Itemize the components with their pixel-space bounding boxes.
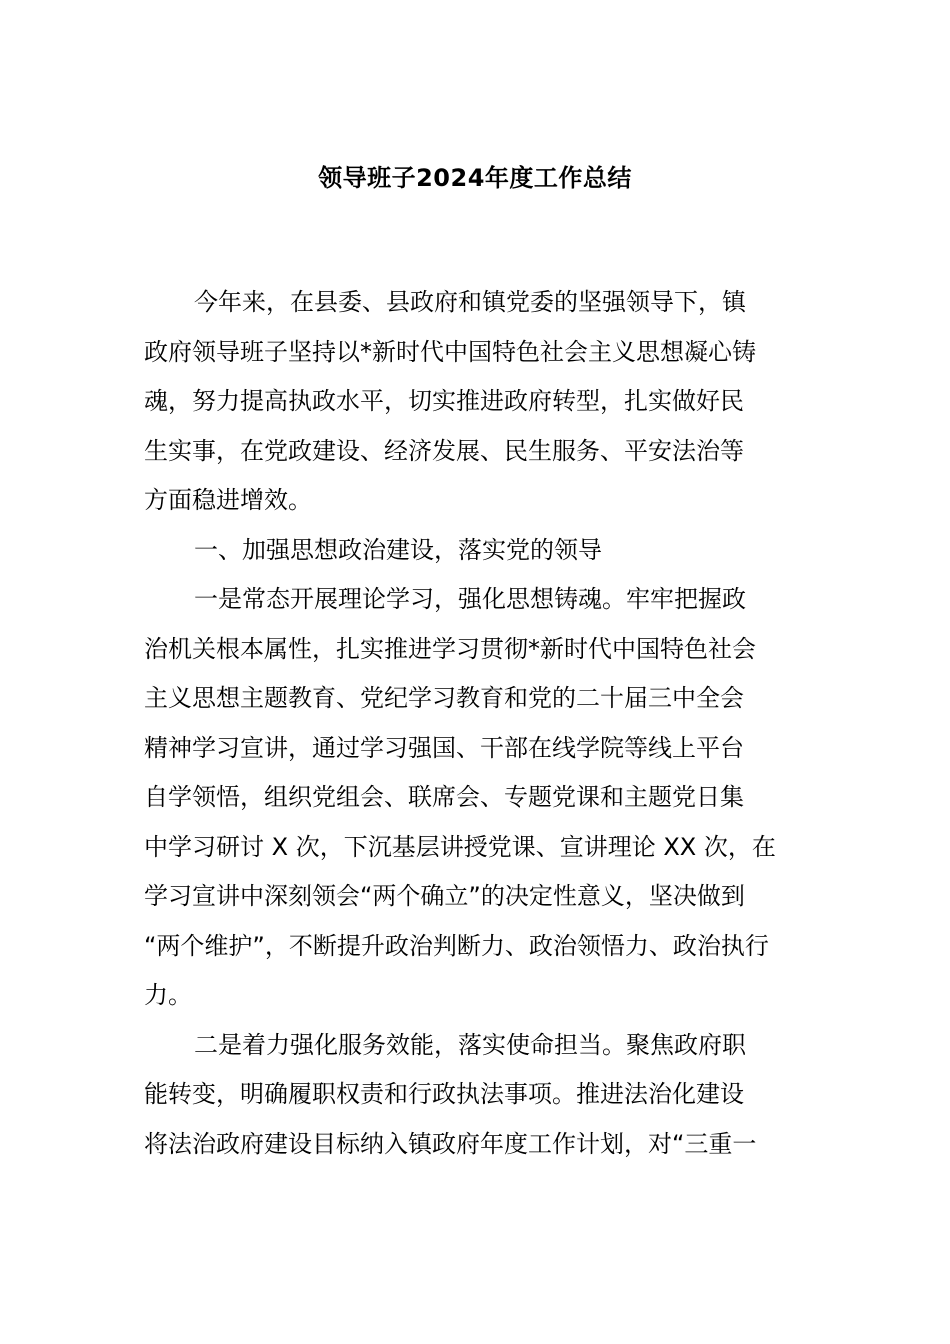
paragraph-line: 生实事，在党政建设、经济发展、民生服务、平安法治等 [144,436,744,465]
paragraph-line: 政府领导班子坚持以*新时代中国特色社会主义思想凝心铸 [144,337,756,366]
paragraph-line: 自学领悟，组织党组会、联席会、专题党课和主题党日集 [144,783,744,811]
paragraph-line: 方面稳进增效。 [144,486,312,514]
paragraph-line: 精神学习宣讲，通过学习强国、干部在线学院等线上平台 [144,733,744,762]
section-heading: 一、加强思想政治建设，落实党的领导 [194,535,602,564]
paragraph-line: 将法治政府建设目标纳入镇政府年度工作计划，对“三重一 [144,1129,757,1158]
paragraph-line: 力。 [144,981,192,1009]
paragraph-line: 主义思想主题教育、党纪学习教育和党的二十届三中全会 [144,684,744,712]
paragraph-line: “两个维护”，不断提升政治判断力、政治领悟力、政治执行 [144,931,769,960]
paragraph-line: 魂，努力提高执政水平，切实推进政府转型，扎实做好民 [144,387,744,415]
paragraph-line: 治机关根本属性，扎实推进学习贯彻*新时代中国特色社会 [144,634,756,663]
paragraph-line: 一是常态开展理论学习，强化思想铸魂。牢牢把握政 [194,585,746,613]
document-title: 领导班子2024年度工作总结 [318,164,632,192]
paragraph-line: 中学习研讨 X 次，下沉基层讲授党课、宣讲理论 XX 次，在 [144,832,776,861]
document-body [144,282,806,1173]
paragraph-line: 今年来，在县委、县政府和镇党委的坚强领导下，镇 [194,288,746,316]
paragraph-line: 二是着力强化服务效能，落实使命担当。聚焦政府职 [194,1030,746,1059]
paragraph-line: 学习宣讲中深刻领会“两个确立”的决定性意义，坚决做到 [144,882,745,910]
paragraph-line: 能转变，明确履职权责和行政执法事项。推进法治化建设 [144,1080,744,1108]
